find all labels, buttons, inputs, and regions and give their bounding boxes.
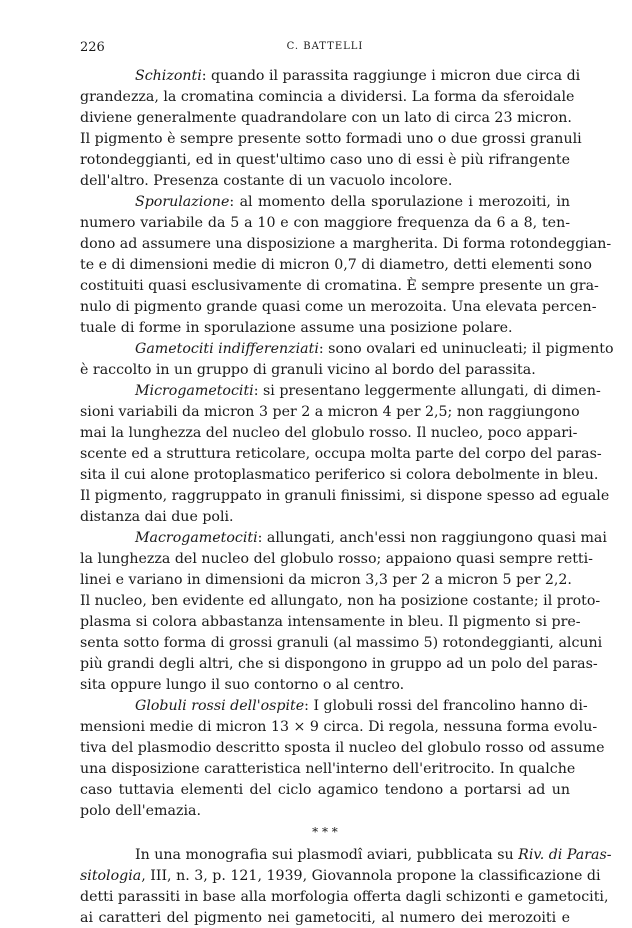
text-line: sita oppure lungo il suo contorno o al centro. <box>80 677 405 693</box>
running-head: C. BATTELLI <box>286 41 364 52</box>
text-line: tuale di forme in sporulazione assume una posizione polare. <box>80 320 513 336</box>
text-line: mensioni medie di micron 13 × 9 circa. Di regola, nessuna forma evolu- <box>80 719 598 735</box>
text-line: detti parassiti in base alla morfologia offerta dagli schizonti e gametociti, <box>80 889 609 905</box>
page-number: 226 <box>80 40 105 55</box>
text-line: è raccolto in un gruppo di granuli vicino al bordo del parassita. <box>80 362 536 378</box>
text-line: diviene generalmente quadrandolare con un lato di circa 23 micron. <box>80 110 572 126</box>
text-line: distanza dai due poli. <box>80 509 234 525</box>
paragraph-sporulazione-line-1: Sporulazione: al momento della sporulazione i merozoiti, in <box>135 194 570 210</box>
paragraph-globuli-line-1: Globuli rossi dell'ospite: I globuli rossi del francolino hanno di- <box>135 698 588 714</box>
text-line: dono ad assumere una disposizione a margherita. Di forma rotondeggian- <box>80 236 612 252</box>
text-line: sioni variabili da micron 3 per 2 a micron 4 per 2,5; non raggiungono <box>80 404 580 420</box>
heading-globuli: Globuli rossi dell'ospite <box>135 698 305 714</box>
heading-schizonti: Schizonti <box>135 68 202 84</box>
journal-title: Riv. di Paras- <box>518 847 612 863</box>
text-line: Il nucleo, ben evidente ed allungato, non ha posizione costante; il proto- <box>80 593 601 609</box>
text-line: scente ed a struttura reticolare, occupa molta parte del corpo del paras- <box>80 446 602 462</box>
paragraph-macrogametociti-line-1: Macrogametociti: allungati, anch'essi non raggiungono quasi mai <box>135 530 607 546</box>
text-line: rotondeggianti, ed in quest'ultimo caso uno di essi è più rifrangente <box>80 152 570 168</box>
text-line: più grandi degli altri, che si dispongono in gruppo ad un polo del paras- <box>80 656 598 672</box>
text-line: dell'altro. Presenza costante di un vacuolo incolore. <box>80 173 453 189</box>
text-line: ai caratteri del pigmento nei gametociti, al numero dei merozoiti e <box>80 910 570 926</box>
text-line: te e di dimensioni medie di micron 0,7 di diametro, detti elementi sono <box>80 257 592 273</box>
text-line: una disposizione caratteristica nell'interno dell'eritrocito. In qualche <box>80 761 576 777</box>
text-line: grandezza, la cromatina comincia a dividersi. La forma da sferoidale <box>80 89 575 105</box>
text-line: nulo di pigmento grande quasi come un merozoita. Una elevata percen- <box>80 299 597 315</box>
paragraph-microgametociti-line-1: Microgametociti: si presentano leggermente allungati, di dimen- <box>135 383 601 399</box>
text-line: Il pigmento, raggruppato in granuli finissimi, si dispone spesso ad eguale <box>80 488 610 504</box>
text-line: polo dell'emazia. <box>80 803 201 819</box>
text-line: sita il cui alone protoplasmatico periferico si colora debolmente in bleu. <box>80 467 599 483</box>
paragraph-gametociti-line-1: Gametociti indifferenziati: sono ovalari ed uninucleati; il pigmento <box>135 341 614 357</box>
text-line: costituiti quasi esclusivamente di cromatina. È sempre presente un gra- <box>80 278 599 294</box>
text-line: Il pigmento è sempre presente sotto formadi uno o due grossi granuli <box>80 131 582 147</box>
paragraph-schizonti-line-1: Schizonti: quando il parassita raggiunge i micron due circa di <box>135 68 581 84</box>
paragraph-final-line-2: sitologia, III, n. 3, p. 121, 1939, Giovannola propone la classificazione di <box>80 868 601 884</box>
text-line: tiva del plasmodio descritto sposta il nucleo del globulo rosso od assume <box>80 740 605 756</box>
heading-microgametociti: Microgametociti <box>135 383 254 399</box>
heading-macrogametociti: Macrogametociti <box>135 530 258 546</box>
paragraph-final-line-1: In una monografia sui plasmodî aviari, pubblicata su Riv. di Paras- <box>135 847 612 863</box>
text-line: caso tuttavia elementi del ciclo agamico tendono a portarsi ad un <box>80 782 570 798</box>
page-header <box>80 40 570 56</box>
text-line: mai la lunghezza del nucleo del globulo rosso. Il nucleo, poco appari- <box>80 425 578 441</box>
section-separator: * * * <box>312 825 338 839</box>
text-line: la lunghezza del nucleo del globulo rosso; appaiono quasi sempre retti- <box>80 551 593 567</box>
heading-sporulazione: Sporulazione <box>135 194 230 210</box>
text-line: senta sotto forma di grossi granuli (al massimo 5) rotondeggianti, alcuni <box>80 635 603 651</box>
text-line: plasma si colora abbastanza intensamente in bleu. Il pigmento si pre- <box>80 614 581 630</box>
heading-gametociti: Gametociti indifferenziati <box>135 341 319 357</box>
text-line: numero variabile da 5 a 10 e con maggiore frequenza da 6 a 8, ten- <box>80 215 570 231</box>
text-line: linei e variano in dimensioni da micron 3,3 per 2 a micron 5 per 2,2. <box>80 572 572 588</box>
